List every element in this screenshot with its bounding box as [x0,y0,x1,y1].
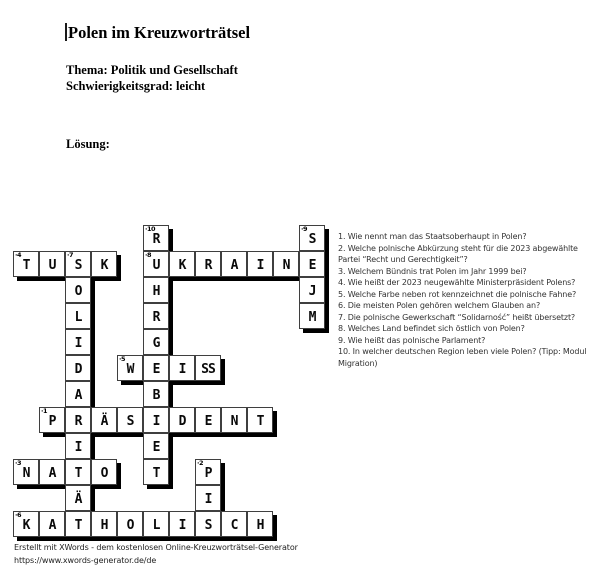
crossword-cell [143,225,169,251]
question-item: 7. Die polnische Gewerkschaft “Solidarność” heißt übersetzt? [338,312,576,322]
crossword-cell [65,277,91,303]
crossword-cell [299,225,325,251]
crossword-cell [221,407,247,433]
cell-letter: D [178,413,186,429]
cell-letter: R [152,231,160,247]
cell-letter: L [152,517,160,533]
crossword-cell [13,511,39,537]
footer [14,541,298,567]
cell-letter: P [48,413,56,429]
cell-letter: S [308,231,316,247]
crossword-cell [39,251,65,277]
cell-letter: N [282,257,290,273]
page-title: Polen im Kreuzworträtsel [68,23,251,42]
questions-list [338,231,600,369]
cell-letter: R [152,309,160,325]
cell-letter: J [308,283,316,299]
cell-letter: E [308,257,316,273]
crossword-cell [143,433,169,459]
crossword-cell [169,511,195,537]
cell-letter: SS [201,361,215,377]
cell-letter: C [230,517,238,533]
cell-letter: K [178,257,186,273]
cell-letter: S [74,257,82,273]
crossword-cell [91,407,117,433]
cell-number: ·6 [15,511,21,519]
crossword-cell [273,251,299,277]
crossword-cell [143,459,169,485]
cell-number: ·5 [119,355,125,363]
cell-letter: E [204,413,212,429]
crossword-cell [169,407,195,433]
crossword-cell [247,251,273,277]
crossword-cell [117,511,143,537]
crossword-cell [39,459,65,485]
crossword-cell [299,251,325,277]
crossword-cell [195,355,221,381]
cell-letter: I [204,491,212,507]
crossword-cell [169,251,195,277]
cell-letter: K [22,517,30,533]
question-item: 10. In welcher deutschen Region leben viele Polen? (Tipp: Modul Migration) [338,347,587,368]
question-item: 1. Wie nennt man das Staatsoberhaupt in Polen? [338,232,527,241]
cell-letter: O [100,465,108,481]
cell-letter: I [256,257,264,273]
crossword-cell [195,407,221,433]
crossword-cell [65,329,91,355]
cell-letter: I [74,335,82,351]
cell-letter: T [256,413,264,429]
cell-letter: A [48,465,56,481]
cell-number: ·10 [145,225,156,233]
question-item: 4. Wie heißt der 2023 neugewählte Ministerpräsident Polens? [338,278,576,287]
crossword-cell [221,511,247,537]
cell-letter: O [126,517,134,533]
cell-letter: T [74,465,82,481]
cell-letter: E [152,361,160,377]
cell-letter: T [22,257,30,273]
crossword-cell [91,511,117,537]
cell-letter: G [152,335,160,351]
cell-letter: E [152,439,160,455]
cell-letter: R [204,257,212,273]
crossword-cell [65,407,91,433]
crossword-cell [143,407,169,433]
cell-letter: T [152,465,160,481]
question-item: 3. Welchem Bündnis trat Polen im Jahr 1999 bei? [338,266,527,276]
crossword-cell [143,251,169,277]
cell-letter: A [48,517,56,533]
crossword-cell [195,485,221,511]
crossword-cell [143,277,169,303]
cell-letter: N [230,413,238,429]
solution-label: Lösung: [66,137,110,151]
cell-letter: O [74,283,82,299]
question-item: 6. Die meisten Polen gehören welchem Glauben an? [338,301,541,310]
cell-letter: I [178,361,186,377]
crossword-cell [117,355,143,381]
cell-letter: M [308,309,316,325]
crossword-cell [247,511,273,537]
cell-letter: D [74,361,82,377]
crossword-cell [169,355,195,381]
cell-letter: B [152,387,160,403]
crossword-cell [65,485,91,511]
theme-line: Thema: Politik und Gesellschaft [66,63,238,77]
cell-letter: A [74,387,82,403]
question-item: 9. Wie heißt das polnische Parlament? [338,335,486,345]
crossword-cell [65,459,91,485]
cell-letter: H [152,283,160,299]
crossword-cell [143,329,169,355]
cell-number: ·4 [15,251,21,259]
text-cursor [65,23,67,41]
cell-letter: H [256,517,264,533]
crossword-cell [195,251,221,277]
cell-number: ·9 [301,225,307,233]
cell-letter: L [74,309,82,325]
crossword-cell [65,303,91,329]
cell-number: ·2 [197,459,203,467]
crossword-cell [65,251,91,277]
cell-letter: I [74,439,82,455]
footer-url: https://www.xwords-generator.de/de [14,556,157,565]
crossword-cell [13,251,39,277]
crossword-cell [143,303,169,329]
cell-letter: S [126,413,134,429]
crossword-cell [13,459,39,485]
cell-letter: K [100,257,108,273]
cell-letter: Ä [74,491,82,507]
cell-letter: S [204,517,212,533]
crossword-cell [65,433,91,459]
question-item: 5. Welche Farbe neben rot kennzeichnet die polnische Fahne? [338,289,577,299]
crossword-grid [13,225,333,540]
cell-letter: N [22,465,30,481]
crossword-cell [221,251,247,277]
crossword-cell [195,511,221,537]
difficulty-line: Schwierigkeitsgrad: leicht [66,79,206,93]
cell-letter: Ä [100,413,108,429]
crossword-cell [65,355,91,381]
crossword-cell [299,277,325,303]
crossword-cell [65,511,91,537]
crossword-cell [39,511,65,537]
crossword-cell [143,511,169,537]
crossword-cell [91,459,117,485]
cell-letter: W [126,361,134,377]
crossword-cell [247,407,273,433]
cell-number: ·7 [67,251,73,259]
cell-letter: A [230,257,238,273]
cell-letter: T [74,517,82,533]
crossword-cell [195,459,221,485]
crossword-cell [91,251,117,277]
crossword-cell [143,381,169,407]
cell-letter: U [48,257,56,273]
crossword-cell [143,355,169,381]
cell-letter: H [100,517,108,533]
cell-letter: U [152,257,160,273]
cell-letter: I [178,517,186,533]
cell-letter: I [152,413,160,429]
crossword-cell [117,407,143,433]
crossword-cell [299,303,325,329]
footer-credit-line: Erstellt mit XWords - dem kostenlosen Online-Kreuzworträtsel-Generator [14,543,298,552]
crossword-cell [39,407,65,433]
cell-number: ·3 [15,459,21,467]
crossword-cell [65,381,91,407]
cell-number: ·1 [41,407,47,415]
cell-number: ·8 [145,251,151,259]
question-item: 8. Welches Land befindet sich östlich von Polen? [338,324,525,333]
cell-letter: R [74,413,82,429]
cell-letter: P [204,465,212,481]
question-item: 2. Welche polnische Abkürzung steht für die 2023 abgewählte Partei “Recht und Gerechtigkeit”? [338,243,578,264]
